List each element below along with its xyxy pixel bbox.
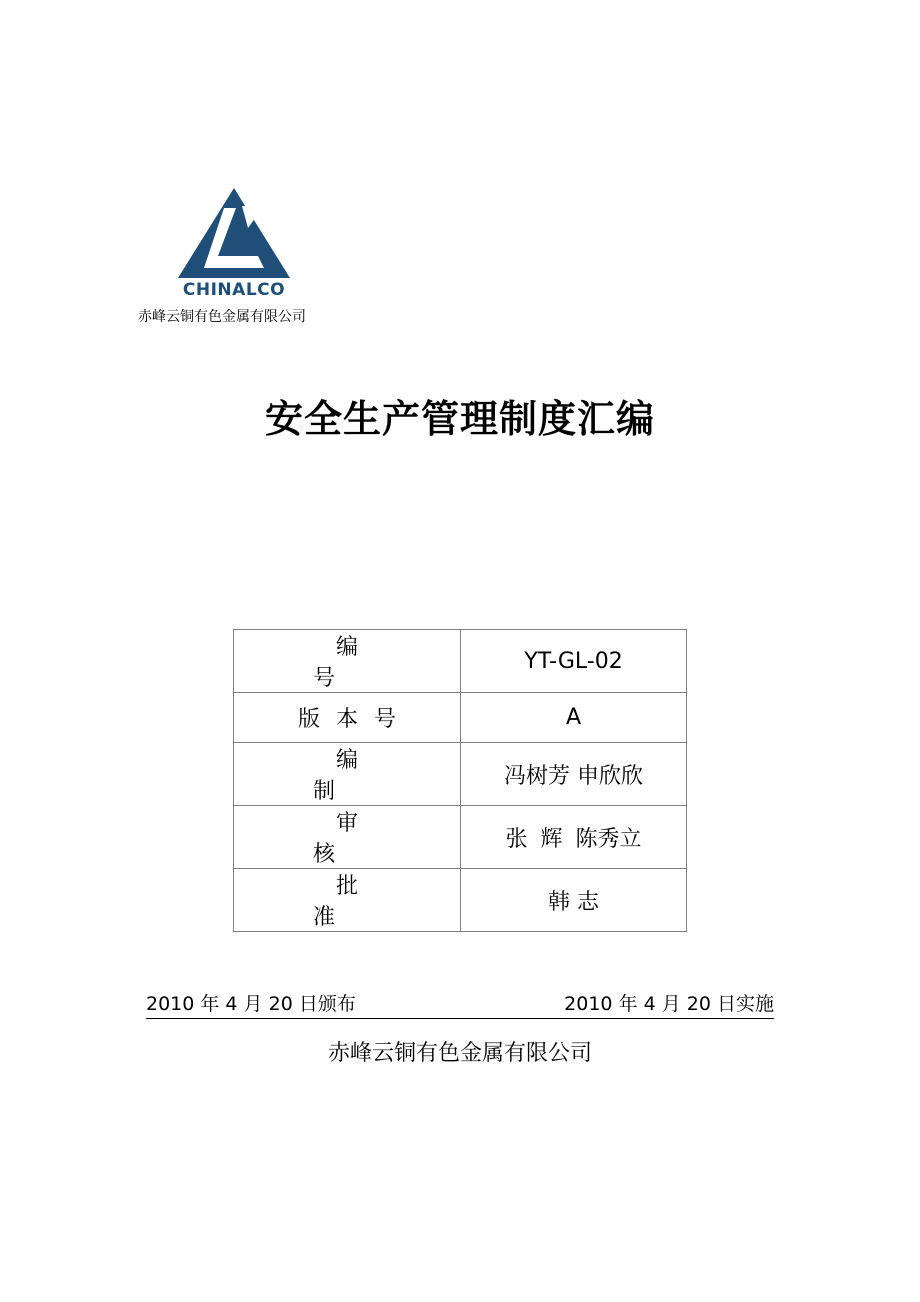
row-value: 韩 志 [461,869,687,932]
table-row [234,693,687,743]
table-row [234,869,687,932]
chinalco-triangle-logo-icon [178,188,290,280]
table-row [234,743,687,806]
row-value: YT-GL-02 [461,630,687,693]
row-label: 审 核 [234,806,461,869]
issue-date: 2010 年 4 月 20 日颁布 [146,993,356,1015]
row-label: 编 号 [234,630,461,693]
company-name-header: 赤峰云铜有色金属有限公司 [138,309,306,325]
date-line [146,990,774,1019]
row-value: A [461,693,687,743]
row-label: 编 制 [234,743,461,806]
row-label: 批 准 [234,869,461,932]
document-info-table [233,629,687,932]
company-name-footer: 赤峰云铜有色金属有限公司 [327,1041,592,1066]
logo-wordmark: CHINALCO [182,280,286,300]
document-title: 安全生产管理制度汇编 [264,397,655,441]
effective-date: 2010 年 4 月 20 日实施 [564,993,774,1015]
table-row [234,806,687,869]
row-value: 张 辉 陈秀立 [461,806,687,869]
row-value: 冯树芳 申欣欣 [461,743,687,806]
row-label: 版本号 [234,693,461,743]
table-row [234,630,687,693]
